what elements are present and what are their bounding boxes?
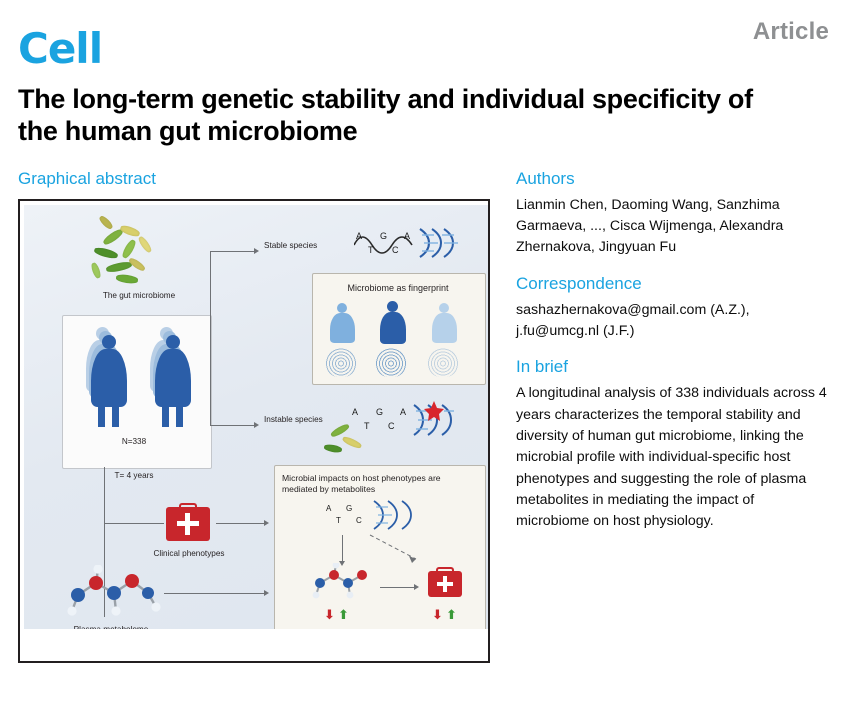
down-arrow-red-2: ⬇ — [432, 608, 443, 624]
fingerprint-icon-3 — [428, 347, 458, 377]
figure-label-stable-species: Stable species — [264, 241, 318, 251]
svg-text:G: G — [380, 231, 388, 242]
in-brief-block — [516, 357, 829, 532]
figure-label-t-4-years: T= 4 years — [114, 471, 154, 481]
medkit-handle — [436, 567, 454, 574]
figure-label-microbiome-as-fingerprint: Microbiome as fingerprint — [347, 283, 449, 294]
figure-canvas — [24, 205, 488, 643]
svg-text:A: A — [352, 407, 359, 418]
svg-text:A: A — [356, 231, 363, 242]
figure-label-gut-microbiome: The gut microbiome — [102, 291, 176, 301]
correspondence-emails[interactable]: sashazhernakova@gmail.com (A.Z.), j.fu@umcg.nl (J.F.) — [516, 302, 750, 339]
down-arrow-red-1: ⬇ — [324, 608, 335, 624]
svg-text:T: T — [336, 516, 341, 526]
up-arrow-green-1: ⬆ — [338, 608, 349, 624]
graphical-abstract-figure — [18, 199, 490, 663]
journal-logo: Cell — [18, 24, 103, 73]
in-brief-heading: In brief — [516, 357, 568, 377]
correspondence-block — [516, 274, 829, 341]
cohort-to-medkit-line — [104, 523, 164, 524]
figure-label-instable-species: Instable species — [264, 415, 323, 425]
fingerprint-icon-2 — [376, 347, 406, 377]
authors-block — [516, 169, 829, 258]
authors-list: Lianmin Chen, Daoming Wang, Sanzhima Garmaeva, ..., Cisca Wijmenga, Alexandra Zhernakova, Jingyuan Fu — [516, 197, 784, 256]
svg-text:G: G — [346, 504, 353, 514]
figure-bottom-strip — [24, 629, 488, 643]
dna-instable-species-icon — [350, 397, 468, 441]
page-title: The long-term genetic stability and individual specificity of the human gut microbiome — [18, 84, 753, 146]
correspondence-heading: Correspondence — [516, 274, 642, 294]
fingerprint-icon-1 — [326, 347, 356, 377]
clinical-phenotypes-medkit-icon — [166, 507, 210, 541]
medkit-handle-2 — [179, 503, 197, 510]
up-arrow-green-2: ⬆ — [446, 608, 457, 624]
svg-text:A: A — [400, 407, 407, 418]
authors-heading: Authors — [516, 169, 575, 189]
svg-text:A: A — [326, 504, 332, 514]
metabolite-molecule-impact — [306, 563, 376, 603]
svg-text:C: C — [388, 421, 395, 432]
left-column — [18, 169, 494, 663]
svg-text:G: G — [376, 407, 384, 418]
right-column — [516, 169, 829, 663]
body-columns — [18, 169, 829, 663]
article-type-label: Article — [752, 18, 829, 45]
svg-text:A: A — [404, 231, 411, 242]
figure-label-clinical-phenotypes: Clinical phenotypes — [153, 549, 225, 559]
figure-label-n338: N=338 — [121, 437, 147, 447]
header — [18, 0, 829, 78]
graphical-abstract-heading: Graphical abstract — [18, 169, 156, 189]
medkit-impact-icon — [428, 571, 462, 597]
svg-text:C: C — [392, 245, 399, 256]
dna-stable-species-icon — [354, 223, 464, 263]
svg-text:T: T — [368, 245, 374, 256]
svg-text:C: C — [356, 516, 362, 526]
figure-label-impact-box: Microbial impacts on host phenotypes are mediated by metabolites — [282, 473, 441, 495]
svg-text:T: T — [364, 421, 370, 432]
in-brief-text: A longitudinal analysis of 338 individuals across 4 years characterizes the temporal stability and diversity of human gut microbiome, linking the microbial profile with individual-specific host phenotypes and suggesting the role of plasma metabolites in mediating the impact of microbiome on host physiology. — [516, 385, 827, 530]
plasma-metabolome-molecule — [60, 565, 164, 623]
dna-impact-icon — [324, 497, 430, 531]
